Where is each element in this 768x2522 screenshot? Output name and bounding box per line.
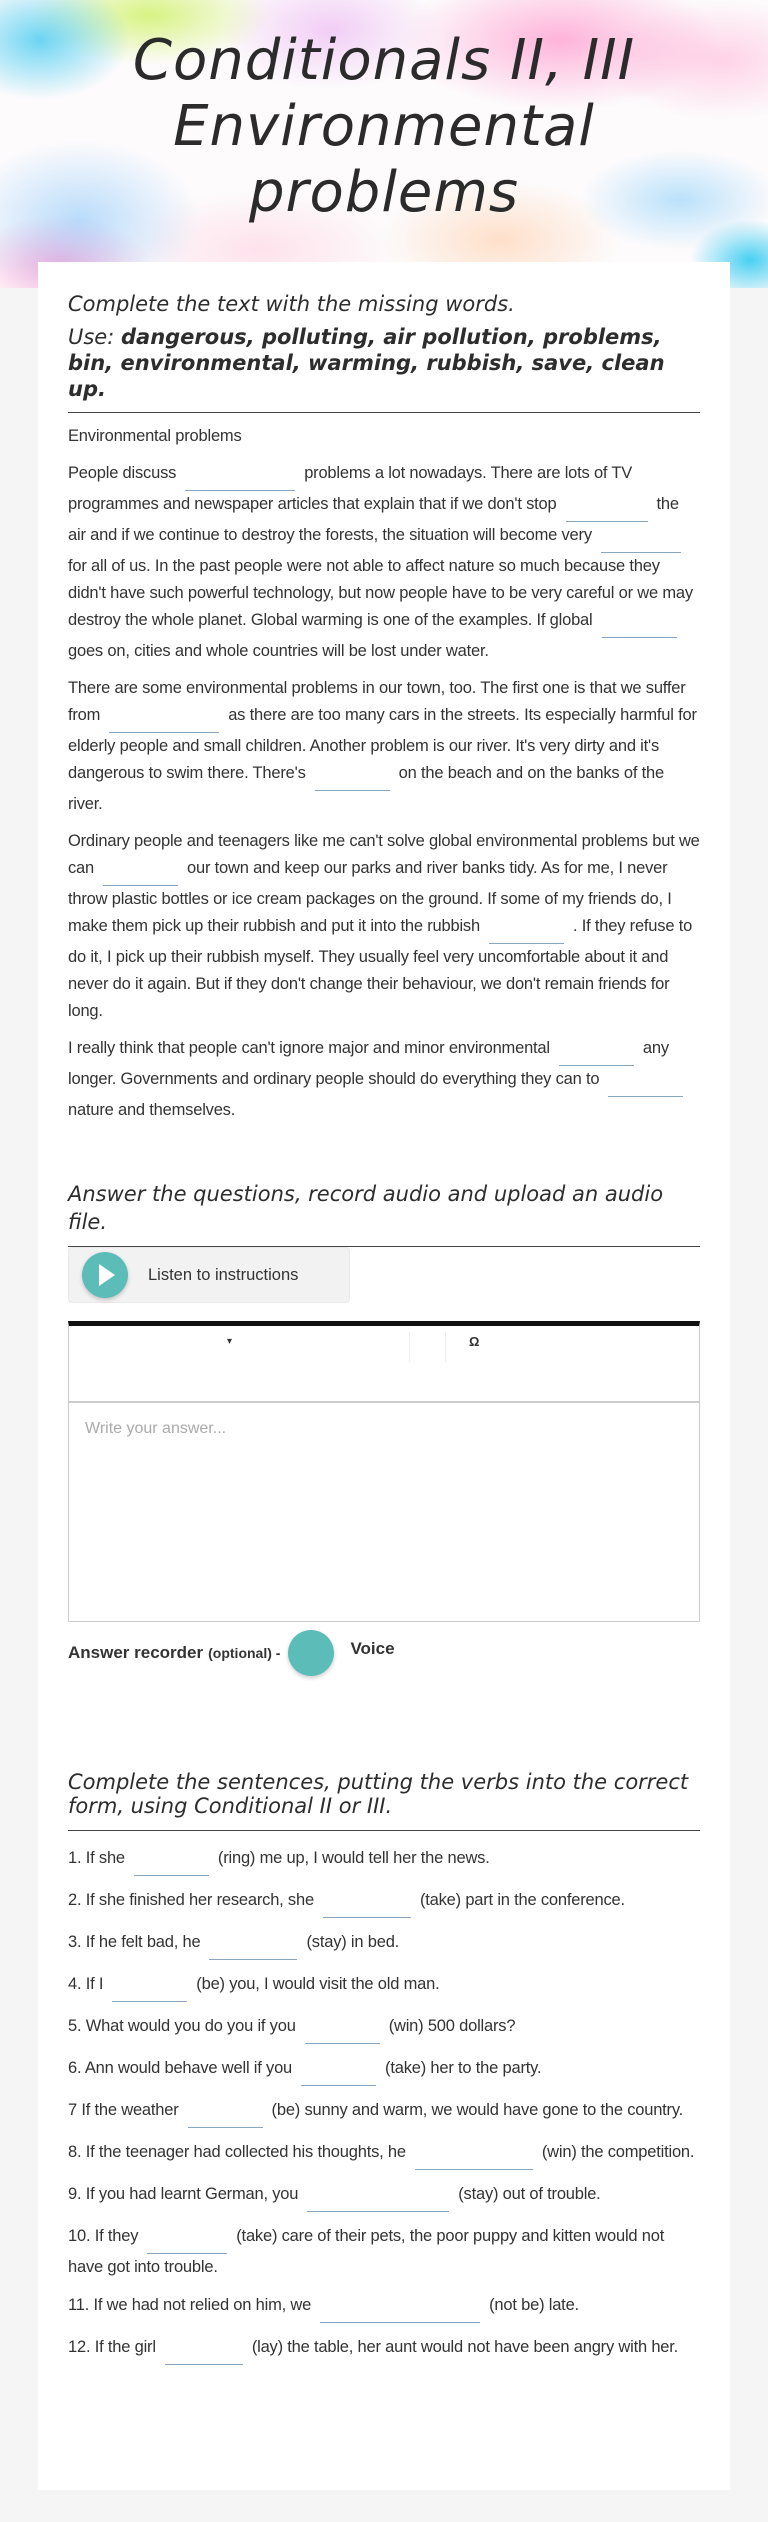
text-segment: problems a lot nowadays. There are lots of TV programmes and newspaper articles that explain that if we don't stop: [68, 464, 633, 513]
sentence-item: [68, 1845, 700, 1876]
answer-editor: [68, 1321, 700, 1622]
text-segment: (stay) in bed.: [306, 1933, 400, 1951]
record-button[interactable]: [288, 1630, 334, 1676]
blank-input[interactable]: [165, 2343, 243, 2365]
text-segment: 3. If he felt bad, he: [68, 1933, 201, 1951]
dropdown-caret-icon[interactable]: ▾: [227, 1336, 233, 1347]
text-segment: (win) 500 dollars?: [388, 2017, 516, 2035]
text-segment: I really think that people can't ignore major and minor environmental: [68, 1039, 550, 1057]
text-segment: 12. If the girl: [68, 2338, 156, 2356]
paragraph: [68, 1035, 700, 1124]
listen-label: Listen to instructions: [148, 1265, 299, 1284]
text-segment: (lay) the table, her aunt would not have been angry with her.: [251, 2338, 679, 2356]
special-character-button[interactable]: Ω: [469, 1334, 480, 1349]
listen-row: [68, 1247, 700, 1307]
play-icon: [82, 1252, 128, 1298]
text-segment: 7 If the weather: [68, 2101, 179, 2119]
sentence-item: [68, 2013, 700, 2044]
blank-input[interactable]: [323, 1896, 411, 1918]
sentence-item: [68, 1971, 700, 2002]
text-segment: (take) part in the conference.: [419, 1891, 625, 1909]
text-segment: the air and if we continue to destroy the forests, the situation will become very: [68, 495, 679, 544]
text-segment: (win) the competition.: [541, 2143, 695, 2161]
blank-input[interactable]: [602, 616, 677, 638]
text-segment: Ordinary people and teenagers like me can't solve global environmental problems but we can: [68, 832, 700, 877]
text-segment: There are some environmental problems in our town, too. The first one is that we suffer from: [68, 679, 686, 724]
blank-input[interactable]: [188, 2106, 263, 2128]
recorder-optional: (optional) -: [208, 1645, 281, 1661]
sentence-list: [68, 1845, 700, 2365]
text-segment: for all of us. In the past people were not able to affect nature so much because they didn't have such powerful technology, but now people have to be very careful or we may destroy the whole planet. Global warming is one of the examples. If global: [68, 557, 693, 629]
text-segment: 8. If the teenager had collected his thoughts, he: [68, 2143, 406, 2161]
blank-input[interactable]: [112, 1980, 187, 2002]
text-segment: goes on, cities and whole countries will be lost under water.: [68, 642, 489, 660]
paragraph: [68, 675, 700, 818]
section-conditionals: [68, 1770, 700, 2376]
text-segment: as there are too many cars in the streets. Its especially harmful for elderly people and small children. Another problem is our river. It's very dirty and it's dangerous to swim there. There's: [68, 706, 697, 782]
sentence-item: [68, 2223, 700, 2281]
text-segment: (be) sunny and warm, we would have gone to the country.: [271, 2101, 684, 2119]
text-segment: . If they refuse to do it, I pick up their rubbish myself. They usually feel very uncomfortable about it and never do it again. But if they don't change their behaviour, we don't remain friends for long.: [68, 917, 693, 1020]
blank-input[interactable]: [185, 469, 295, 491]
sentence-item: [68, 2097, 700, 2128]
text-segment: 11. If we had not relied on him, we: [68, 2296, 312, 2314]
use-label: Use:: [68, 325, 115, 349]
title-line: Conditionals II, III: [132, 28, 636, 93]
text-segment: 6. Ann would behave well if you: [68, 2059, 293, 2077]
blank-input[interactable]: [415, 2148, 533, 2170]
blank-input[interactable]: [489, 922, 564, 944]
section-fill-text: [68, 290, 700, 1134]
recorder-row: [68, 1628, 700, 1678]
paragraph: [68, 460, 700, 665]
title-line: problems: [248, 160, 520, 225]
toolbar-separator: [409, 1332, 410, 1362]
text-segment: (ring) me up, I would tell her the news.: [217, 1849, 490, 1867]
text-segment: nature and themselves.: [68, 1101, 236, 1119]
blank-input[interactable]: [559, 1044, 634, 1066]
toolbar-separator: [445, 1332, 446, 1362]
text-segment: (take) her to the party.: [385, 2059, 542, 2077]
blank-input[interactable]: [320, 2301, 480, 2323]
section3-instruction: Complete the sentences, putting the verbs into the correct form, using Conditional II or III.: [68, 1770, 689, 1818]
text-segment: (stay) out of trouble.: [458, 2185, 601, 2203]
text-segment: 5. What would you do you if you: [68, 2017, 296, 2035]
sentence-item: [68, 2139, 700, 2170]
text-segment: 2. If she finished her research, she: [68, 1891, 314, 1909]
recorder-label: Answer recorder: [68, 1643, 204, 1662]
blank-input[interactable]: [301, 2064, 376, 2086]
title-line: Environmental: [173, 94, 595, 159]
divider: [68, 1830, 700, 1831]
blank-input[interactable]: [601, 531, 681, 553]
sentence-item: [68, 2055, 700, 2086]
blank-input[interactable]: [305, 2022, 380, 2044]
blank-input[interactable]: [315, 769, 390, 791]
blank-input[interactable]: [307, 2190, 449, 2212]
blank-input[interactable]: [134, 1854, 209, 1876]
blank-input[interactable]: [209, 1938, 297, 1960]
header-banner: [0, 0, 768, 288]
blank-input[interactable]: [566, 500, 648, 522]
text-segment: 4. If I: [68, 1975, 104, 1993]
text-segment: 9. If you had learnt German, you: [68, 2185, 299, 2203]
listen-instructions-button[interactable]: [68, 1247, 350, 1303]
sentence-item: [68, 2334, 700, 2365]
answer-editor-wrap: [68, 1321, 700, 1622]
text-segment: on the beach and on the banks of the river.: [68, 764, 664, 813]
blank-input[interactable]: [103, 864, 178, 886]
sentence-item: [68, 1887, 700, 1918]
editor-toolbar: [69, 1326, 699, 1403]
section-audio-answer: [68, 1180, 700, 1247]
blank-input[interactable]: [608, 1075, 683, 1097]
answer-recorder: [68, 1628, 395, 1678]
text-segment: our town and keep our parks and river banks tidy. As for me, I never throw plastic bottles or ice cream packages on the ground. If some of my friends do, I make them pick up their rubbish and put it into the rubbish: [68, 859, 672, 935]
section2-instruction: Answer the questions, record audio and upload an audio file.: [68, 1182, 664, 1234]
divider: [68, 412, 700, 413]
text-segment: People discuss: [68, 464, 177, 482]
sentence-item: [68, 2181, 700, 2212]
text-segment: 10. If they: [68, 2227, 139, 2245]
word-bank-words: dangerous, polluting, air pollution, problems, bin, environmental, warming, rubbish, save, clean up.: [68, 325, 665, 401]
text-subtitle: Environmental problems: [68, 427, 242, 445]
word-bank: [68, 324, 700, 402]
text-segment: 1. If she: [68, 1849, 125, 1867]
text-paragraphs: [68, 460, 700, 1124]
page-title: [0, 28, 768, 226]
text-segment: (not be) late.: [489, 2296, 579, 2314]
text-segment: (be) you, I would visit the old man.: [196, 1975, 440, 1993]
paragraph: [68, 828, 700, 1025]
sentence-item: [68, 1929, 700, 1960]
answer-input[interactable]: [69, 1406, 699, 1621]
text-segment: any longer. Governments and ordinary people should do everything they can to: [68, 1039, 669, 1088]
sentence-item: [68, 2292, 700, 2323]
text-segment: (take) care of their pets, the poor puppy and kitten would not have got into trouble.: [68, 2227, 665, 2276]
blank-input[interactable]: [147, 2232, 227, 2254]
section1-instruction: Complete the text with the missing words.: [68, 292, 515, 316]
voice-label: Voice: [350, 1639, 395, 1658]
blank-input[interactable]: [109, 711, 219, 733]
worksheet-card: [38, 262, 730, 2490]
